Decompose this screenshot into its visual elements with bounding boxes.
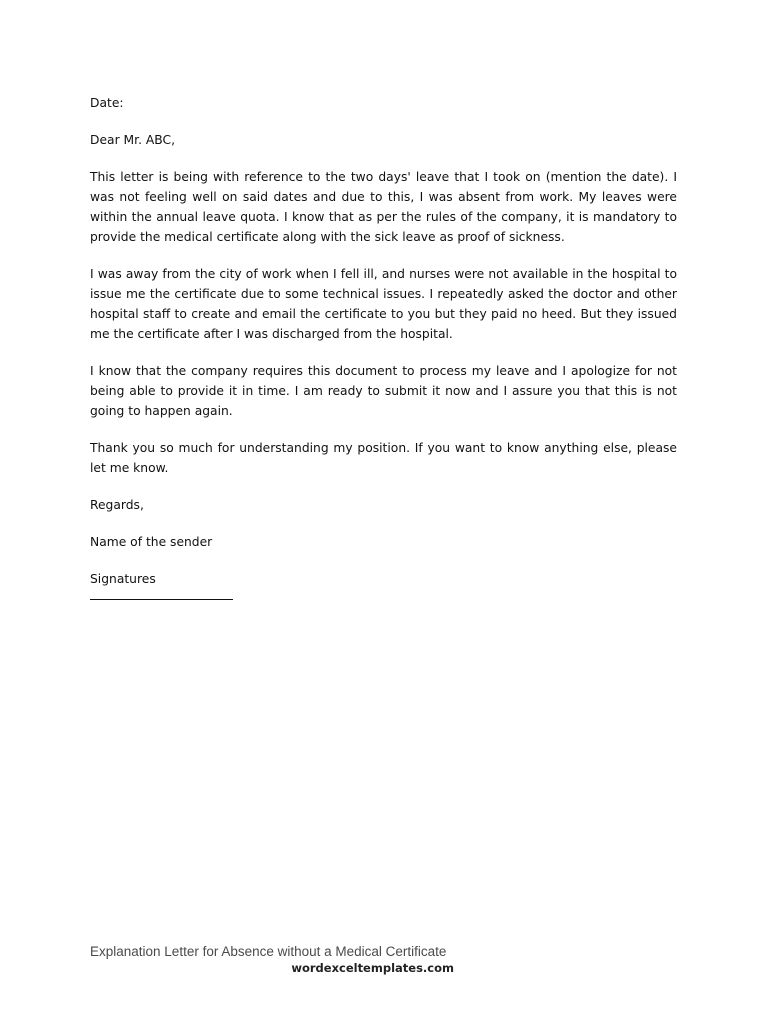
paragraph-4: Thank you so much for understanding my position. If you want to know anything else, please let me know. — [90, 441, 677, 475]
paragraph-2: I was away from the city of work when I fell ill, and nurses were not available in the hospital to issue me the certificate due to some technical issues. I repeatedly asked the doctor and other hospital staff to create and email the certificate to you but they paid no heed. But they issued me the certificate after I was discharged from the hospital. — [90, 267, 677, 341]
footer-title: Explanation Letter for Absence without a Medical Certificate — [90, 944, 447, 959]
letter-body — [90, 93, 677, 600]
paragraph-3: I know that the company requires this document to process my leave and I apologize for not being able to provide it in time. I am ready to submit it now and I assure you that this is not going to happen again. — [90, 364, 677, 418]
date-line: Date: — [90, 96, 124, 110]
signature-line — [90, 599, 233, 600]
paragraph-1: This letter is being with reference to the two days' leave that I took on (mention the date). I was not feeling well on said dates and due to this, I was absent from work. My leaves were within the annual leave quota. I know that as per the rules of the company, it is mandatory to provide the medical certificate along with the sick leave as proof of sickness. — [90, 170, 677, 244]
sender-name: Name of the sender — [90, 535, 213, 549]
footer-site: wordexceltemplates.com — [291, 961, 454, 975]
salutation: Dear Mr. ABC, — [90, 133, 176, 147]
closing: Regards, — [90, 498, 144, 512]
footer — [90, 944, 470, 976]
signatures-label: Signatures — [90, 572, 156, 586]
